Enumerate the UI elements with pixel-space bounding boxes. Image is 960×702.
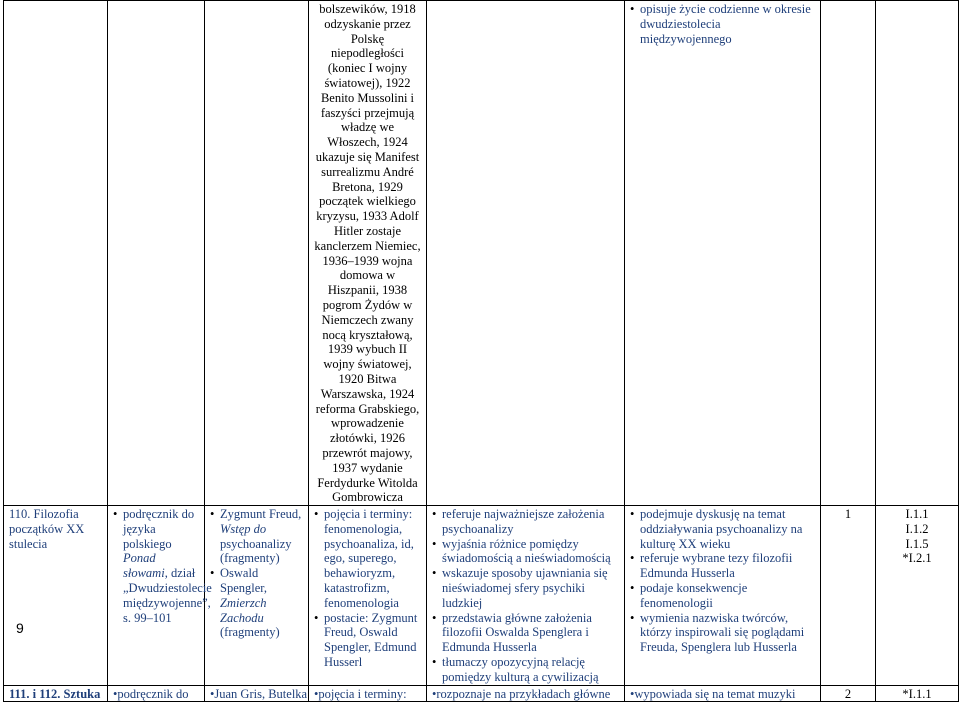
persons-item: • postacie: Zygmunt Freud, Oswald Spengler, Edmund Husserl (314, 611, 421, 670)
basic-req-item: • referuje najważniejsze założenia psychoanalizy (432, 507, 619, 537)
table-row-lesson-110 (4, 506, 959, 686)
standard-code: *I.2.1 (902, 551, 932, 566)
page-number: 9 (16, 620, 24, 636)
table-row-history (4, 1, 959, 506)
description-cell (625, 1, 821, 506)
lesson-110-extended-requirements (625, 506, 821, 686)
lesson-111-concepts: • pojęcia i terminy: (314, 687, 407, 701)
lesson-111-textbook: • podręcznik do (113, 687, 189, 701)
extended-req-item: • podejmuje dyskusję na temat oddziaływania psychoanalizy na kulturę XX wieku (630, 507, 815, 551)
history-events-text: bolszewików, 1918 odzyskanie przez Polskę niepodległości (koniec I wojny światowej), 1922 Benito Mussolini i faszyści przejmują władzę we Włoszech, 1924 ukazuje się Manifest surrealizmu André Bretona, 1929 początek wielkiego kryzysu, 1933 Adolf Hitler zostaje kanclerzem Niemiec, 1936–1939 wojna domowa w Hiszpanii, 1938 pogrom Żydów w Niemczech zwany nocą kryształową, 1939 wybuch II wojny światowej, 1920 Bitwa Warszawska, 1924 reforma Grabskiego, wprowadzenie złotówki, 1926 przewrót majowy, 1937 wydanie Ferdydurke Witolda Gombrowicza (314, 2, 421, 505)
basic-req-item: • tłumaczy opozycyjną relację pomiędzy kulturą a cywilizacją (432, 655, 619, 685)
lesson-111-standards: *I.1.1 (876, 685, 959, 702)
standard-code: I.1.2 (905, 521, 929, 536)
text-item-freud: • Zygmunt Freud, Wstęp do psychoanalizy (fragmenty) (210, 507, 303, 566)
extended-req-item: • podaje konsekwencje fenomenologii (630, 581, 815, 611)
lesson-110-standards (876, 506, 959, 686)
lesson-110-concepts (309, 506, 427, 686)
history-events-cell (309, 1, 427, 506)
text-item-spengler: • Oswald Spengler, Zmierzch Zachodu (fragmenty) (210, 566, 303, 640)
lesson-111-texts: • Juan Gris, Butelka (210, 687, 307, 701)
lesson-110-textbook (108, 506, 212, 686)
lesson-111-title: 111. i 112. Sztuka (9, 686, 101, 701)
textbook-item: • podręcznik do języka polskiego Ponad słowami, dział „Dwudziestolecie międzywojenne”, s. 99–101 (113, 507, 199, 625)
lesson-110-basic-requirements (427, 506, 625, 686)
basic-req-item: • wyjaśnia różnice pomiędzy świadomością a nieświadomością (432, 537, 619, 567)
lesson-plan-table (3, 0, 959, 702)
lesson-110-texts (205, 506, 309, 686)
lesson-111-hours: 2 (821, 685, 876, 702)
description-item: • opisuje życie codzienne w okresie dwudziestolecia międzywojennego (630, 2, 815, 46)
extended-req-item: • wymienia nazwiska twórców, którzy inspirowali się poglądami Freuda, Spenglera lub Husserla (630, 611, 815, 655)
basic-req-item: • wskazuje sposoby ujawniania się nieświadomej sfery psychiki ludzkiej (432, 566, 619, 610)
standard-code: I.1.1 (905, 507, 929, 522)
lesson-110-hours: 1 (821, 506, 876, 686)
lesson-111-extended: • wypowiada się na temat muzyki (630, 687, 795, 701)
concepts-item: • pojęcia i terminy: fenomenologia, psychoanaliza, id, ego, superego, behawioryzm, katastrofizm, fenomenologia (314, 507, 421, 611)
standard-code: I.1.5 (905, 536, 929, 551)
extended-req-item: • referuje wybrane tezy filozofii Edmunda Husserla (630, 551, 815, 581)
lesson-111-basic: • rozpoznaje na przykładach główne (432, 687, 610, 701)
lesson-110-title: 110. Filozofia początków XX stulecia (4, 506, 108, 686)
table-row-lesson-111 (4, 685, 959, 702)
basic-req-item: • przedstawia główne założenia filozofii Oswalda Spenglera i Edmunda Husserla (432, 611, 619, 655)
